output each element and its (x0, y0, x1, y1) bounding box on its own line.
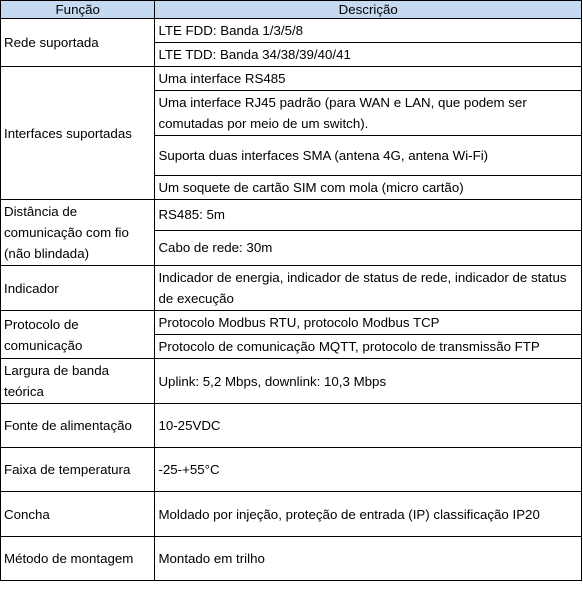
row-value: Uma interface RS485 (155, 67, 582, 91)
row-value: Protocolo de comunicação MQTT, protocolo de transmissão FTP (155, 335, 582, 359)
row-value: LTE FDD: Banda 1/3/5/8 (155, 19, 582, 43)
row-label-temperature: Faixa de temperatura (1, 448, 155, 492)
header-function: Função (1, 1, 155, 19)
table-row (1, 492, 582, 537)
row-label-distance: Distância de comunicação com fio (não blindada) (1, 200, 155, 266)
row-label-bandwidth: Largura de banda teórica (1, 359, 155, 404)
table-row (1, 448, 582, 492)
table-row (1, 311, 582, 335)
table-row (1, 200, 582, 231)
row-value: RS485: 5m (155, 200, 582, 231)
row-value: Protocolo Modbus RTU, protocolo Modbus TCP (155, 311, 582, 335)
row-label-indicator: Indicador (1, 266, 155, 311)
table-row (1, 266, 582, 311)
row-label-power: Fonte de alimentação (1, 404, 155, 448)
row-value: Uplink: 5,2 Mbps, downlink: 10,3 Mbps (155, 359, 582, 404)
header-description: Descrição (155, 1, 582, 19)
table-row (1, 359, 582, 404)
row-value: Suporta duas interfaces SMA (antena 4G, antena Wi-Fi) (155, 136, 582, 176)
row-label-interfaces: Interfaces suportadas (1, 67, 155, 200)
row-value: LTE TDD: Banda 34/38/39/40/41 (155, 43, 582, 67)
table-row (1, 404, 582, 448)
row-label-shell: Concha (1, 492, 155, 537)
row-label-mounting: Método de montagem (1, 537, 155, 581)
row-value: 10-25VDC (155, 404, 582, 448)
row-value: Cabo de rede: 30m (155, 230, 582, 265)
table-row (1, 537, 582, 581)
table-row (1, 67, 582, 91)
header-row (1, 1, 582, 19)
row-value: Montado em trilho (155, 537, 582, 581)
row-value: -25-+55°C (155, 448, 582, 492)
row-value: Indicador de energia, indicador de status de rede, indicador de status de execução (155, 266, 582, 311)
row-value: Uma interface RJ45 padrão (para WAN e LAN, que podem ser comutadas por meio de um switch). (155, 91, 582, 136)
row-value: Um soquete de cartão SIM com mola (micro cartão) (155, 176, 582, 200)
table-row (1, 19, 582, 43)
row-value: Moldado por injeção, proteção de entrada (IP) classificação IP20 (155, 492, 582, 537)
row-label-network: Rede suportada (1, 19, 155, 67)
row-label-protocol: Protocolo de comunicação (1, 311, 155, 359)
